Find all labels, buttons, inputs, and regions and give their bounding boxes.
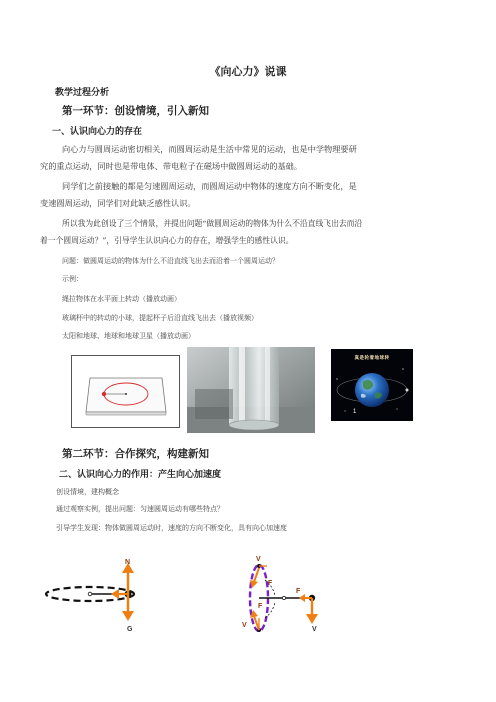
glass-cup-ball-image — [187, 347, 315, 433]
earth-image-caption: 真是轮着地球转 — [354, 355, 390, 360]
part2-heading: 第二环节：合作探究，构建新知 — [62, 448, 209, 460]
example-2: 玻璃杯中的转动的小球，提起杯子后沿直线飞出去（播放视频） — [62, 314, 258, 322]
paragraph-1-line-2: 究的重点运动，同时也是带电体、带电粒子在磁场中做圆周运动的基础。 — [40, 161, 303, 171]
label-N: N — [125, 559, 131, 566]
paragraph-2-line-2: 变速圆周运动，同学们对此缺乏感性认识。 — [40, 198, 196, 208]
create-situation-line: 创设情境，建构概念 — [56, 488, 119, 496]
part1-heading: 第一环节：创设情境，引入新知 — [62, 105, 209, 117]
page-title: 《向心力》说课 — [209, 65, 287, 78]
paragraph-1-line-1: 向心力与圆周运动密切相关，而圆周运动是生活中常见的运动，也是中学物理要研 — [62, 144, 357, 154]
paragraph-2-line-1: 同学们之前接触的都是匀速圆周运动，而圆周运动中物体的速度方向不断变化，是 — [62, 181, 357, 191]
label-G: G — [127, 626, 133, 633]
question-line: 问题：做圆周运动的物体为什么不沿直线飞出去而沿着一个圆周运动？ — [62, 257, 279, 265]
earth-satellite-image — [331, 349, 413, 421]
sub2-heading: 二、认识向心力的作用：产生向心加速度 — [59, 470, 222, 480]
label-F-right: F — [296, 588, 301, 595]
sub1-heading: 一、认识向心力的存在 — [52, 127, 143, 137]
force-diagram-right — [232, 556, 342, 640]
force-diagram-left — [45, 557, 165, 637]
example-3: 太阳和地球、地球和地球卫星（播放动画） — [62, 332, 195, 340]
label-V-left: V — [242, 622, 247, 629]
label-F-bottom: F — [258, 603, 263, 610]
rope-rotation-image — [71, 355, 180, 428]
paragraph-3-line-1: 所以我为此创设了三个情景，并提出问题“做圆周运动的物体为什么不沿直线飞出去而沿 — [62, 219, 363, 228]
guide-line: 引导学生发现：物体做圆周运动时，速度的方向不断变化，具有向心加速度 — [56, 524, 287, 532]
label-F-top: F — [268, 580, 273, 587]
earth-image-number: 1 — [353, 409, 357, 415]
example-label: 示例： — [62, 275, 83, 283]
label-V-top: V — [256, 556, 261, 563]
paragraph-3-line-2: 着一个圆周运动？”，引导学生认识向心力的存在，增强学生的感性认识。 — [40, 236, 294, 245]
section-teaching-analysis: 教学过程分析 — [55, 88, 110, 98]
example-1: 绳拉物体在水平面上转动（播放动画） — [62, 295, 181, 303]
label-V-right: V — [312, 626, 317, 633]
observe-line: 通过观察实例，提出问题：匀速圆周运动有哪些特点？ — [56, 505, 224, 513]
